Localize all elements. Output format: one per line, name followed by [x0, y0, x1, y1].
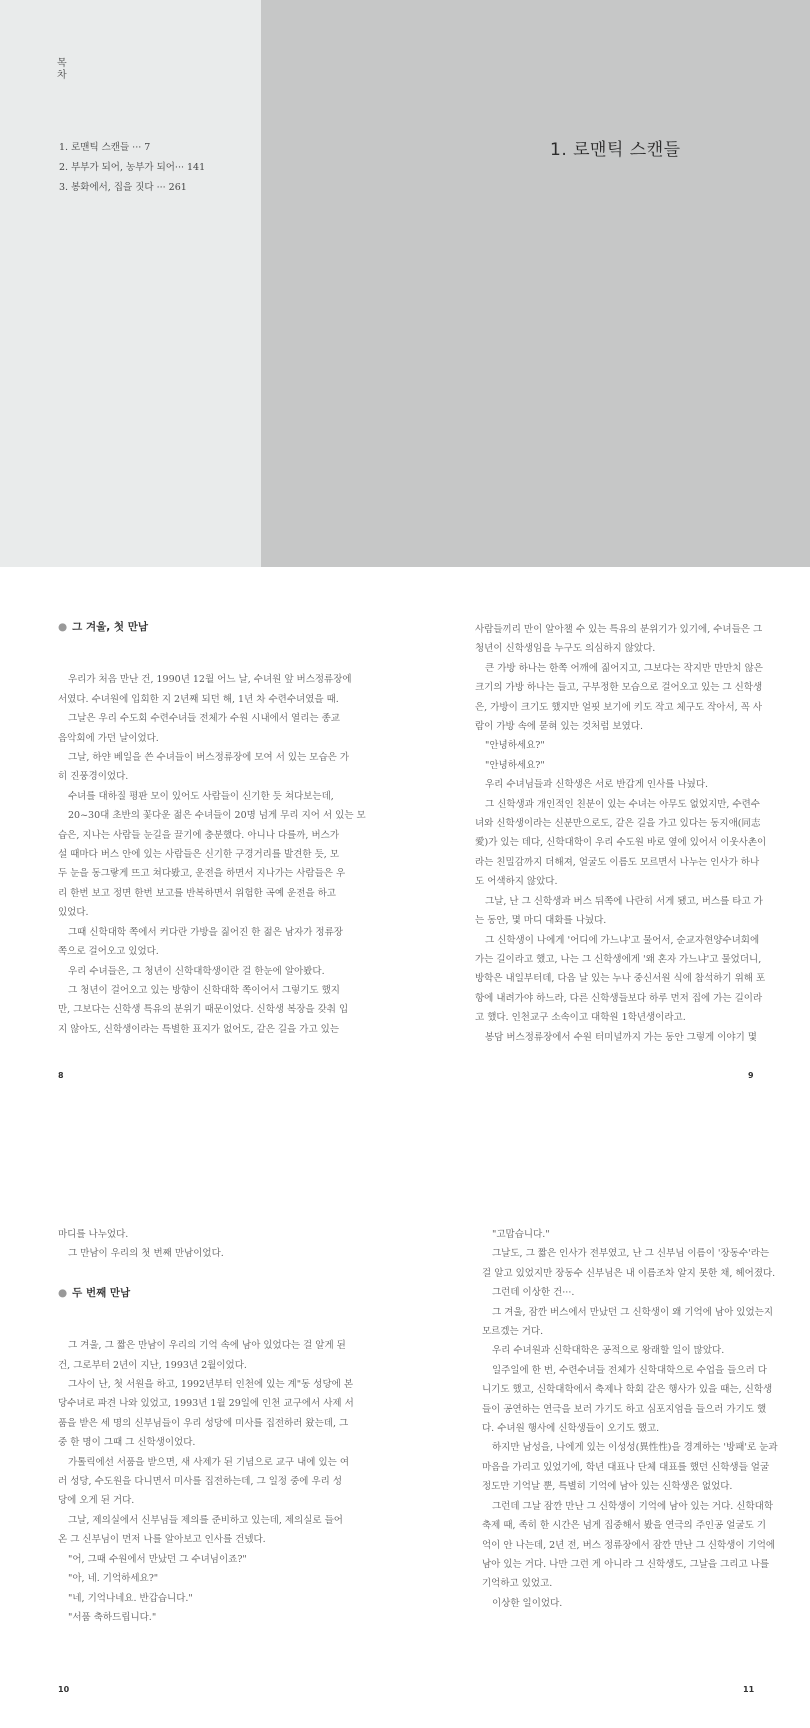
text-line: 지 않아도, 신학생이라는 특별한 표지가 없어도, 같은 길을 가고 있는	[58, 1023, 339, 1035]
text-line: 리 한번 보고 정면 한번 보고를 반복하면서 위험한 곡예 운전을 하고	[58, 887, 336, 899]
text-line: 당수녀로 파견 나와 있었고, 1993년 1월 29일에 인천 교구에서 사제 서	[58, 1398, 354, 1410]
text-line: 건, 그로부터 2년이 지난, 1993년 2월이었다.	[58, 1359, 247, 1371]
text-line: 우리 수녀들은, 그 청년이 신학대학생이란 걸 한눈에 알아봤다.	[68, 965, 325, 977]
page-number: 11	[743, 1685, 755, 1694]
text-line: 쪽으로 걸어오고 있었다.	[58, 946, 159, 958]
page-body	[482, 1225, 810, 1613]
text-line: 그날, 제의실에서 신부님들 제의를 준비하고 있는데, 제의실로 들어	[68, 1514, 343, 1526]
bullet-icon: ●	[58, 621, 68, 633]
text-line: 그런데 이상한 건···.	[492, 1287, 575, 1299]
text-line: 크기의 가방 하나는 들고, 구부정한 모습으로 걸어오고 있는 그 신학생	[475, 682, 763, 694]
text-line: 걸 알고 있었지만 장동수 신부님은 내 이름조차 알지 못한 채, 헤어졌다.	[482, 1267, 776, 1279]
text-line: 있었다.	[58, 907, 89, 919]
toc-list	[59, 138, 205, 198]
page-number: 10	[58, 1685, 70, 1694]
text-line: 온 그 신부님이 먼저 나를 알아보고 인사를 건넸다.	[58, 1534, 266, 1546]
text-line: 항에 내려가야 하느라, 다른 신학생들보다 하루 먼저 집에 가는 길이라	[475, 992, 763, 1004]
text-line: 마음을 가리고 있었기에, 학년 대표나 단체 대표를 했던 신학생들 얼굴	[482, 1461, 770, 1473]
toc-item[interactable]: 1. 로맨틱 스캔들 ··· 7	[59, 142, 151, 153]
text-line: 고 했다. 인천교구 소속이고 대학원 1학년생이라고.	[475, 1012, 686, 1024]
page-body	[58, 670, 398, 1039]
text-line: "고맙습니다."	[492, 1229, 550, 1240]
text-line: 우리가 처음 만난 건, 1990년 12월 어느 날, 수녀원 앞 버스정류장에	[68, 674, 352, 686]
text-line: "안녕하세요?"	[485, 759, 545, 771]
text-line: 그날은 우리 수도회 수련수녀들 전체가 수원 시내에서 열리는 종교	[68, 713, 340, 725]
page-number: 8	[58, 1071, 64, 1080]
text-line: 그런데 그날 잠깐 만난 그 신학생이 기억에 남아 있는 거다. 신학대학	[492, 1500, 773, 1512]
text-line: 당에 오게 된 거다.	[58, 1495, 135, 1507]
text-line: 그때 신학대학 쪽에서 커다란 가방을 짊어진 한 젊은 남자가 정류장	[68, 926, 343, 938]
text-line: 중 한 명이 그때 그 신학생이었다.	[58, 1437, 196, 1449]
text-line: 우리 수녀님들과 신학생은 서로 반갑게 인사를 나눴다.	[485, 779, 709, 791]
toc-item[interactable]: 3. 봉화에서, 집을 짓다 ··· 261	[59, 182, 187, 193]
text-line: 정도만 기억날 뿐, 특별히 기억에 남아 있는 신학생은 없었다.	[482, 1481, 733, 1493]
section-title	[58, 1284, 398, 1303]
text-line: 愛)가 있는 데다, 신학대학이 우리 수도원 바로 옆에 있어서 이웃사촌이	[475, 837, 767, 849]
text-line: 그날도, 그 짧은 인사가 전부였고, 난 그 신부님 이름이 '장동수'라는	[492, 1248, 770, 1260]
text-line: 그사이 난, 첫 서원을 하고, 1992년부터 인천에 있는 계"동 성당에 본	[68, 1379, 354, 1391]
text-line: 은, 가방이 크기도 했지만 얼핏 보기에 키도 작고 체구도 작아서, 꼭 사	[475, 701, 763, 713]
text-line: 그 신학생이 나에게 '어디에 가느냐'고 물어서, 순교자현양수녀회에	[485, 934, 760, 946]
text-line: 봉담 버스정류장에서 수원 터미널까지 가는 동안 그렇게 이야기 몇	[485, 1031, 757, 1043]
text-line: 일주일에 한 번, 수련수녀들 전체가 신학대학으로 수업을 들으러 다	[492, 1364, 767, 1376]
chapter-title: 1. 로맨틱 스캔들	[550, 140, 681, 160]
text-line: 이상한 일이었다.	[492, 1597, 563, 1609]
text-line: "네, 기억나네요. 반갑습니다."	[68, 1592, 193, 1604]
text-line: "안녕하세요?"	[485, 740, 545, 752]
text-line: "아, 네. 기억하세요?"	[68, 1573, 159, 1585]
text-line: 가는 길이라고 했고, 나는 그 신학생에게 '왜 혼자 가느냐'고 물었더니,	[475, 953, 762, 965]
page-body	[58, 1336, 398, 1627]
page-11	[482, 1225, 810, 1613]
text-line: 들이 공연하는 연극을 보러 가기도 하고 심포지엄을 들으러 가기도 했	[482, 1403, 767, 1415]
section-title-text: 두 번째 만남	[72, 1286, 131, 1299]
text-line: 는 동안, 몇 마디 대화를 나눴다.	[475, 915, 607, 927]
text-line: 습은, 지나는 사람들 눈길을 끌기에 충분했다. 아니나 다를까, 버스가	[58, 829, 339, 841]
text-line: 설 때마다 버스 안에 있는 사람들은 신기한 구경거리를 발견한 듯, 모	[58, 849, 339, 861]
text-line: 그 신학생과 개인적인 친분이 있는 수녀는 아무도 없었지만, 수련수	[485, 798, 760, 810]
text-line: 가톨릭에선 서품을 받으면, 새 사제가 된 기념으로 교구 내에 있는 여	[68, 1456, 349, 1468]
toc-page	[0, 0, 261, 567]
text-line: 그 만남이 우리의 첫 번째 만남이었다.	[68, 1248, 224, 1260]
text-line: 품을 받은 세 명의 신부님들이 우리 성당에 미사를 집전하러 왔는데, 그	[58, 1417, 349, 1429]
text-line: 만, 그보다는 신학생 특유의 분위기 때문이었다. 신학생 복장을 갖춰 입	[58, 1004, 349, 1016]
text-line: 람이 가방 속에 묻혀 있는 것처럼 보였다.	[475, 721, 643, 733]
page-10	[58, 1225, 398, 1627]
text-line: 그날, 난 그 신학생과 버스 뒤쪽에 나란히 서게 됐고, 버스를 타고 가	[485, 895, 763, 907]
text-line: 그 겨울, 그 짧은 만남이 우리의 기억 속에 남아 있었다는 걸 알게 된	[68, 1340, 346, 1352]
toc-chapter-spread	[0, 0, 810, 567]
text-line: 하지만 남성을, 나에게 있는 이성성(異性性)을 경계하는 '방패'로 눈과	[492, 1442, 778, 1454]
section-title	[58, 618, 398, 637]
text-line: 서였다. 수녀원에 입회한 지 2년째 되던 해, 1년 차 수련수녀였을 때.	[58, 693, 339, 705]
page-number: 9	[748, 1071, 754, 1080]
text-line: 그 겨울, 잠깐 버스에서 만났던 그 신학생이 왜 기억에 남아 있었는지	[492, 1306, 773, 1318]
text-line: 두 눈을 동그랗게 뜨고 쳐다봤고, 운전을 하면서 지나가는 사람들은 우	[58, 868, 346, 880]
bullet-icon: ●	[58, 1286, 68, 1299]
page-9	[475, 620, 810, 1047]
chapter-opener-page	[261, 0, 810, 567]
toc-item[interactable]: 2. 부부가 되어, 농부가 되어··· 141	[59, 162, 206, 173]
text-line: 수녀를 대하질 평판 모이 있어도 사람들이 신기한 듯 쳐다보는데,	[68, 790, 334, 802]
text-line: 큰 가방 하나는 한쪽 어깨에 짊어지고, 그보다는 작지만 만만치 않은	[485, 662, 763, 674]
text-line: 청년이 신학생임을 누구도 의심하지 않았다.	[475, 643, 656, 655]
text-line: "어, 그때 수원에서 만났던 그 수녀님이죠?"	[68, 1553, 247, 1565]
text-line: 다. 수녀원 행사에 신학생들이 오기도 했고.	[482, 1423, 660, 1435]
page-8	[58, 618, 398, 1039]
section-title-text: 그 겨울, 첫 만남	[72, 621, 148, 633]
text-line: 니기도 했고, 신학대학에서 축제나 학회 같은 행사가 있을 때는, 신학생	[482, 1384, 773, 1396]
text-line: 20~30대 초반의 꽃다운 젊은 수녀들이 20명 넘게 무리 지어 서 있는 모	[68, 810, 366, 822]
page-body	[58, 1225, 398, 1264]
text-line: 방학은 내일부터데, 다음 날 있는 누나 중신서원 식에 참석하기 위해 포	[475, 973, 766, 985]
text-line: 그 청년이 걸어오고 있는 방향이 신학대학 쪽이어서 그렇기도 했지	[68, 984, 340, 996]
text-line: 남아 있는 거다. 나만 그런 게 아니라 그 신학생도, 그날을 그리고 나를	[482, 1558, 770, 1570]
text-line: 라는 친밀감까지 더해져, 얼굴도 이름도 모르면서 나누는 인사가 하나	[475, 856, 760, 868]
text-line: 우리 수녀원과 신학대학은 공적으로 왕래할 일이 많았다.	[492, 1345, 725, 1357]
toc-heading: 목차	[57, 58, 67, 81]
text-line: 마디를 나누었다.	[58, 1229, 129, 1240]
text-line: 모르겠는 거다.	[482, 1326, 544, 1338]
text-line: 음악회에 가던 날이었다.	[58, 732, 159, 744]
text-line: 러 성당, 수도원을 다니면서 미사를 집전하는데, 그 일정 중에 우리 성	[58, 1476, 343, 1488]
text-line: 도 어색하지 않았다.	[475, 876, 558, 888]
text-line: "서품 축하드립니다."	[68, 1611, 157, 1623]
text-line: 녀와 신학생이라는 신분만으로도, 같은 길을 가고 있다는 동지애(同志	[475, 818, 761, 830]
text-line: 기억하고 있었고.	[482, 1578, 553, 1590]
text-line: 억이 안 나는데, 2년 전, 버스 정류장에서 잠깐 만난 그 신학생이 기억에	[482, 1539, 776, 1551]
text-line: 축제 때, 족히 한 시간은 넘게 집중해서 봤을 연극의 주인공 얼굴도 기	[482, 1520, 767, 1532]
page-body	[475, 620, 810, 1047]
text-line: 사람들끼리 만이 알아챌 수 있는 특유의 분위기가 있기에, 수녀들은 그	[475, 624, 763, 635]
text-line: 그날, 하얀 베일을 쓴 수녀들이 버스정류장에 모여 서 있는 모습은 가	[68, 752, 349, 764]
text-line: 히 진풍경이었다.	[58, 771, 129, 783]
